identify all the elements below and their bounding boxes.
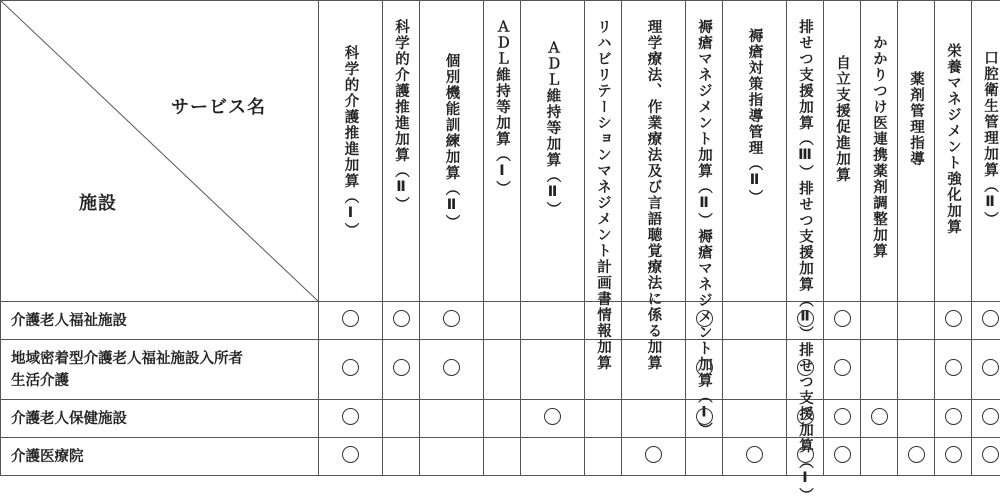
mark-cell — [383, 340, 420, 400]
col-header-text: 科学的介護推進加算（Ⅱ） — [388, 19, 414, 179]
mark-cell — [319, 340, 383, 400]
mark-cell — [824, 400, 861, 438]
mark-cell — [824, 438, 861, 476]
mark-cell — [484, 340, 521, 400]
mark-cell — [484, 302, 521, 340]
col-header-text: 個別機能訓練加算（Ⅱ） — [439, 19, 465, 264]
mark-cell — [383, 400, 420, 438]
mark-cell — [484, 400, 521, 438]
circle-mark-icon — [342, 310, 359, 327]
circle-mark-icon — [982, 408, 999, 425]
circle-mark-icon — [834, 359, 851, 376]
circle-mark-icon — [342, 446, 359, 463]
facility-name: 介護医療院 — [1, 438, 319, 476]
circle-mark-icon — [945, 446, 962, 463]
circle-mark-icon — [393, 310, 410, 327]
facility-name: 地域密着型介護老人福祉施設入所者 生活介護 — [1, 340, 319, 400]
facility-name: 介護老人福祉施設 — [1, 302, 319, 340]
col-header — [319, 1, 383, 302]
circle-mark-icon — [544, 408, 561, 425]
circle-mark-icon — [342, 359, 359, 376]
mark-cell — [898, 302, 935, 340]
mark-cell — [521, 302, 585, 340]
mark-cell — [723, 438, 787, 476]
mark-cell — [521, 438, 585, 476]
col-header-text: 理学療法、作業療法及び言語聴覚療法に係る加算 — [641, 19, 667, 274]
col-header — [898, 1, 935, 302]
mark-cell — [420, 438, 484, 476]
mark-cell — [686, 438, 723, 476]
mark-cell — [972, 438, 1000, 476]
mark-cell — [824, 340, 861, 400]
corner-cell — [1, 1, 319, 302]
circle-mark-icon — [797, 359, 814, 376]
col-header — [861, 1, 898, 302]
mark-cell — [585, 438, 622, 476]
mark-cell — [319, 400, 383, 438]
col-header-text: 口腔衛生管理加算（Ⅱ） — [977, 19, 1000, 259]
col-header — [585, 1, 622, 302]
col-header-text: リハビリテーションマネジメント計画書情報加算 — [590, 19, 616, 284]
facility-label: 施設 — [79, 189, 117, 215]
circle-mark-icon — [871, 408, 888, 425]
mark-cell — [420, 400, 484, 438]
circle-mark-icon — [342, 408, 359, 425]
mark-cell — [622, 438, 686, 476]
circle-mark-icon — [945, 359, 962, 376]
mark-cell — [972, 302, 1000, 340]
diagonal-line — [1, 1, 318, 301]
service-name-label: サービス名 — [171, 93, 266, 119]
col-header — [622, 1, 686, 302]
circle-mark-icon — [797, 446, 814, 463]
col-header — [383, 1, 420, 302]
circle-mark-icon — [834, 310, 851, 327]
mark-cell — [935, 438, 972, 476]
mark-cell — [898, 438, 935, 476]
circle-mark-icon — [982, 446, 999, 463]
circle-mark-icon — [393, 359, 410, 376]
mark-cell — [972, 400, 1000, 438]
col-header — [935, 1, 972, 302]
col-header-text: 自立支援促進加算 — [829, 19, 855, 219]
circle-mark-icon — [746, 446, 763, 463]
col-header — [787, 1, 824, 302]
mark-cell — [622, 400, 686, 438]
mark-cell — [935, 302, 972, 340]
circle-mark-icon — [908, 446, 925, 463]
table-row — [1, 340, 1000, 400]
col-header-text: かかりつけ医連携薬剤調整加算 — [866, 19, 892, 274]
mark-cell — [972, 340, 1000, 400]
circle-mark-icon — [834, 446, 851, 463]
col-header — [824, 1, 861, 302]
circle-mark-icon — [945, 310, 962, 327]
mark-cell — [935, 340, 972, 400]
mark-cell — [420, 302, 484, 340]
col-header — [521, 1, 585, 302]
mark-cell — [319, 438, 383, 476]
circle-mark-icon — [834, 408, 851, 425]
mark-cell — [383, 302, 420, 340]
table-row — [1, 438, 1000, 476]
mark-cell — [319, 302, 383, 340]
mark-cell — [521, 340, 585, 400]
mark-cell — [898, 340, 935, 400]
facility-name: 介護老人保健施設 — [1, 400, 319, 438]
circle-mark-icon — [645, 446, 662, 463]
mark-cell — [861, 340, 898, 400]
mark-cell — [935, 400, 972, 438]
mark-cell — [420, 340, 484, 400]
col-header — [972, 1, 1000, 302]
mark-cell — [861, 400, 898, 438]
circle-mark-icon — [696, 408, 713, 425]
header-row — [1, 1, 1000, 302]
mark-cell — [521, 400, 585, 438]
col-header-text: ＡＤＬ維持等加算（Ⅰ） — [489, 19, 515, 179]
col-header — [484, 1, 521, 302]
col-header-text: 褥瘡マネジメント加算（Ⅱ）褥瘡マネジメント加算（Ⅰ） — [691, 19, 717, 239]
mark-cell — [861, 438, 898, 476]
col-header — [723, 1, 787, 302]
mark-cell — [484, 438, 521, 476]
mark-cell — [723, 400, 787, 438]
circle-mark-icon — [797, 408, 814, 425]
mark-cell — [898, 400, 935, 438]
mark-cell — [861, 302, 898, 340]
col-header-text: 褥瘡対策指導管理（Ⅱ） — [742, 19, 768, 214]
col-header-text: ＡＤＬ維持等加算（Ⅱ） — [540, 19, 566, 239]
circle-mark-icon — [982, 359, 999, 376]
circle-mark-icon — [982, 310, 999, 327]
mark-cell — [723, 302, 787, 340]
circle-mark-icon — [696, 310, 713, 327]
col-header-text: 薬剤管理指導 — [903, 19, 929, 219]
circle-mark-icon — [696, 359, 713, 376]
mark-cell — [383, 438, 420, 476]
mark-cell — [723, 340, 787, 400]
col-header — [420, 1, 484, 302]
col-header-text: 排せつ支援加算（Ⅲ）排せつ支援加算（Ⅱ）排せつ支援加算（Ⅰ） — [792, 19, 818, 179]
circle-mark-icon — [443, 310, 460, 327]
mark-cell — [824, 302, 861, 340]
col-header — [686, 1, 723, 302]
col-header-text: 栄養マネジメント強化加算 — [940, 19, 966, 259]
col-header-text: 科学的介護推進加算（Ⅰ） — [338, 19, 364, 264]
circle-mark-icon — [443, 359, 460, 376]
circle-mark-icon — [945, 408, 962, 425]
circle-mark-icon — [797, 310, 814, 327]
table-row — [1, 400, 1000, 438]
mark-cell — [585, 400, 622, 438]
table-row — [1, 302, 1000, 340]
